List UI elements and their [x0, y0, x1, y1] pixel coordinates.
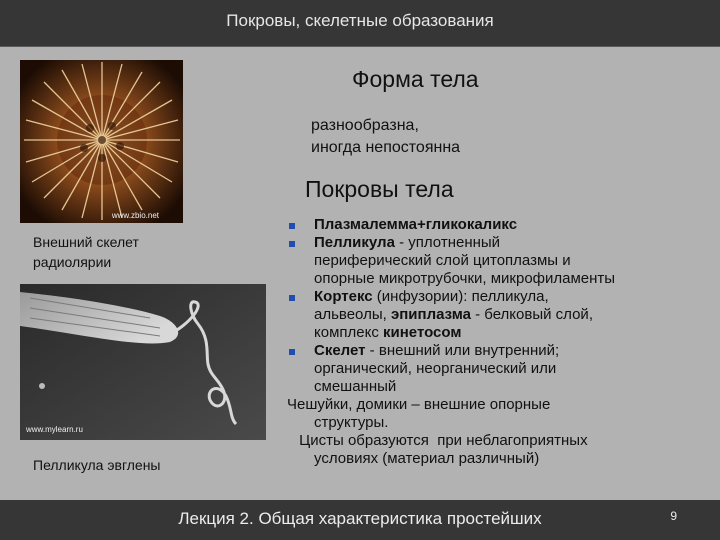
- item4-text2: органический, неорганический или: [314, 360, 557, 377]
- item3-term: Кортекс: [314, 288, 373, 305]
- extra-scales: [287, 396, 712, 432]
- body-form-heading: Форма тела: [352, 66, 479, 92]
- extra2-line1: Цисты образуются при неблагоприятных: [295, 432, 588, 449]
- radiolaria-caption-line1: Внешний скелет: [33, 234, 139, 250]
- form-desc-line1: разнообразна,: [311, 117, 419, 134]
- extra-cysts: [287, 432, 712, 468]
- form-desc-line2: иногда непостоянна: [311, 139, 461, 156]
- item3-text3: - белковый слой,: [470, 306, 593, 323]
- list-item: [287, 216, 712, 234]
- list-item: [287, 342, 712, 396]
- bullet-icon: [289, 223, 295, 229]
- item2-text1: - уплотненный: [394, 234, 501, 251]
- item4-text3: смешанный: [314, 378, 397, 395]
- radiolaria-watermark: www.zbio.net: [111, 211, 159, 220]
- item2-text2: периферический слой цитоплазмы и: [314, 252, 571, 269]
- euglena-image: [20, 284, 266, 440]
- slide-title: Покровы, скелетные образования: [226, 11, 494, 30]
- extra2-line2: условиях (материал различный): [314, 450, 540, 467]
- page-number: 9: [670, 509, 677, 523]
- bullet-icon: [289, 349, 295, 355]
- bullet-icon: [289, 241, 295, 247]
- body-covers-heading: Покровы тела: [305, 176, 454, 202]
- radiolaria-image: [20, 60, 183, 223]
- extra1-line2: структуры.: [314, 414, 389, 431]
- list-item: [287, 288, 712, 342]
- lecture-title: Лекция 2. Общая характеристика простейших: [178, 509, 542, 528]
- item2-term: Пелликула: [314, 234, 395, 251]
- item2-text3: опорные микротрубочки, микрофиламенты: [314, 270, 616, 287]
- item4-text1: - внешний или внутренний;: [365, 342, 560, 359]
- item3-term3: кинетосом: [383, 324, 462, 341]
- list-item: [287, 234, 712, 288]
- radiolaria-caption-line2: радиолярии: [33, 254, 112, 270]
- extra1-line1: Чешуйки, домики – внешние опорные: [287, 396, 551, 413]
- radiolaria-caption: [33, 232, 139, 272]
- item1-term: Плазмалемма+гликокаликс: [314, 216, 518, 233]
- euglena-watermark: www.mylearn.ru: [26, 425, 83, 434]
- covers-list: [287, 216, 712, 468]
- bullet-icon: [289, 295, 295, 301]
- body-form-description: [311, 115, 460, 159]
- item3-text1: (инфузории): пелликула,: [372, 288, 549, 305]
- footer-bar: [0, 500, 720, 540]
- item4-term: Скелет: [314, 342, 366, 359]
- header-bar: [0, 0, 720, 47]
- item3-text4: комплекс: [314, 324, 384, 341]
- euglena-caption: Пелликула эвглены: [33, 457, 161, 473]
- item3-term2: эпиплазма: [390, 306, 471, 323]
- item3-text2: альвеолы,: [314, 306, 391, 323]
